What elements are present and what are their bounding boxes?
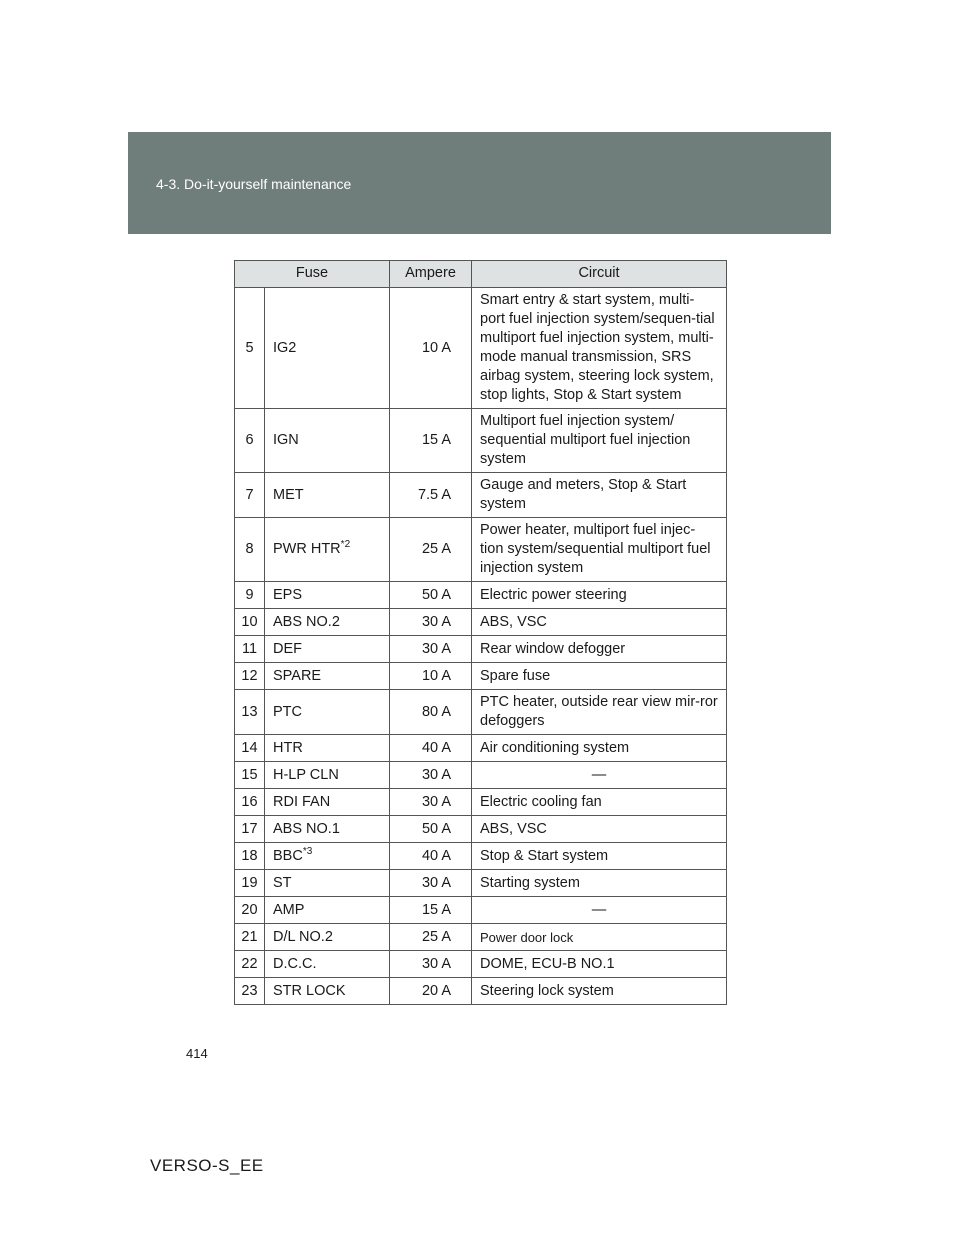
table-row	[235, 690, 727, 735]
column-header-circuit: Circuit	[472, 261, 727, 288]
fuse-circuit: ABS, VSC	[472, 609, 727, 636]
fuse-name: IG2	[265, 288, 390, 409]
table-row	[235, 636, 727, 663]
footnote-marker: *3	[302, 845, 313, 857]
fuse-ampere: 50 A	[390, 816, 472, 843]
fuse-circuit: Stop & Start system	[472, 843, 727, 870]
table-row	[235, 762, 727, 789]
table-row	[235, 870, 727, 897]
fuse-circuit: —	[472, 897, 727, 924]
fuse-name: HTR	[265, 735, 390, 762]
table-header-row	[235, 261, 727, 288]
fuse-name: H-LP CLN	[265, 762, 390, 789]
fuse-circuit: Power heater, multiport fuel injec-tion system/sequential multiport fuel injection system	[472, 518, 727, 582]
fuse-ampere: 80 A	[390, 690, 472, 735]
page-number: 414	[186, 1046, 208, 1061]
section-title: 4-3. Do-it-yourself maintenance	[156, 176, 352, 192]
fuse-name: RDI FAN	[265, 789, 390, 816]
fuse-ampere: 15 A	[390, 897, 472, 924]
fuse-name: ABS NO.2	[265, 609, 390, 636]
fuse-number: 19	[235, 870, 265, 897]
fuse-ampere: 30 A	[390, 609, 472, 636]
fuse-ampere: 50 A	[390, 582, 472, 609]
fuse-circuit: Steering lock system	[472, 978, 727, 1005]
fuse-ampere: 15 A	[390, 409, 472, 473]
fuse-circuit: Power door lock	[472, 924, 727, 951]
fuse-number: 16	[235, 789, 265, 816]
fuse-ampere: 30 A	[390, 762, 472, 789]
fuse-circuit: Air conditioning system	[472, 735, 727, 762]
fuse-name: SPARE	[265, 663, 390, 690]
fuse-circuit: Rear window defogger	[472, 636, 727, 663]
table-row	[235, 409, 727, 473]
fuse-ampere: 25 A	[390, 924, 472, 951]
fuse-circuit: Spare fuse	[472, 663, 727, 690]
table-row	[235, 843, 727, 870]
fuse-ampere: 30 A	[390, 870, 472, 897]
table-row	[235, 473, 727, 518]
fuse-ampere: 40 A	[390, 735, 472, 762]
fuse-number: 14	[235, 735, 265, 762]
fuse-name: PWR HTR	[273, 541, 341, 557]
fuse-number: 17	[235, 816, 265, 843]
fuse-ampere: 30 A	[390, 789, 472, 816]
column-header-fuse: Fuse	[235, 261, 390, 288]
table-row	[235, 582, 727, 609]
fuse-circuit: PTC heater, outside rear view mir-ror defoggers	[472, 690, 727, 735]
fuse-circuit: Electric power steering	[472, 582, 727, 609]
table-row	[235, 978, 727, 1005]
table-row	[235, 789, 727, 816]
fuse-name: AMP	[265, 897, 390, 924]
fuse-number: 11	[235, 636, 265, 663]
fuse-circuit: Multiport fuel injection system/ sequential multiport fuel injection system	[472, 409, 727, 473]
table-row	[235, 663, 727, 690]
fuse-number: 10	[235, 609, 265, 636]
fuse-ampere: 40 A	[390, 843, 472, 870]
fuse-name: ST	[265, 870, 390, 897]
fuse-number: 13	[235, 690, 265, 735]
fuse-name-cell	[265, 843, 390, 870]
fuse-circuit: Gauge and meters, Stop & Start system	[472, 473, 727, 518]
fuse-circuit: Starting system	[472, 870, 727, 897]
column-header-ampere: Ampere	[390, 261, 472, 288]
fuse-number: 18	[235, 843, 265, 870]
fuse-ampere: 20 A	[390, 978, 472, 1005]
fuse-circuit: —	[472, 762, 727, 789]
fuse-ampere: 10 A	[390, 663, 472, 690]
table-row	[235, 924, 727, 951]
table-row	[235, 518, 727, 582]
fuse-number: 5	[235, 288, 265, 409]
fuse-number: 22	[235, 951, 265, 978]
fuse-name: ABS NO.1	[265, 816, 390, 843]
fuse-circuit: Smart entry & start system, multi-port fuel injection system/sequen-tial multiport fuel injection system, multi-mode manual transmission, SRS airbag system, steering lock system, stop lights, Stop & Start system	[472, 288, 727, 409]
table-row	[235, 288, 727, 409]
table-row	[235, 816, 727, 843]
fuse-number: 23	[235, 978, 265, 1005]
fuse-ampere: 10 A	[390, 288, 472, 409]
footnote-marker: *2	[340, 539, 351, 551]
fuse-table	[234, 260, 727, 1005]
fuse-number: 7	[235, 473, 265, 518]
model-code: VERSO-S_EE	[150, 1156, 264, 1175]
fuse-name: BBC	[273, 847, 303, 864]
fuse-name: D.C.C.	[265, 951, 390, 978]
fuse-number: 20	[235, 897, 265, 924]
fuse-ampere: 7.5 A	[390, 473, 472, 518]
fuse-name: PTC	[265, 690, 390, 735]
fuse-name: MET	[265, 473, 390, 518]
fuse-name: DEF	[265, 636, 390, 663]
fuse-ampere: 30 A	[390, 636, 472, 663]
fuse-name: D/L NO.2	[265, 924, 390, 951]
table-row	[235, 735, 727, 762]
section-header	[128, 132, 831, 234]
fuse-circuit: ABS, VSC	[472, 816, 727, 843]
fuse-name: IGN	[265, 409, 390, 473]
fuse-circuit: DOME, ECU-B NO.1	[472, 951, 727, 978]
fuse-name: STR LOCK	[265, 978, 390, 1005]
fuse-name: EPS	[265, 582, 390, 609]
fuse-circuit: Electric cooling fan	[472, 789, 727, 816]
fuse-number: 9	[235, 582, 265, 609]
table-row	[235, 951, 727, 978]
fuse-number: 12	[235, 663, 265, 690]
fuse-ampere: 30 A	[390, 951, 472, 978]
fuse-name-cell	[265, 518, 390, 582]
fuse-ampere: 25 A	[390, 518, 472, 582]
fuse-number: 6	[235, 409, 265, 473]
table-row	[235, 897, 727, 924]
fuse-number: 8	[235, 518, 265, 582]
table-row	[235, 609, 727, 636]
fuse-number: 15	[235, 762, 265, 789]
fuse-number: 21	[235, 924, 265, 951]
